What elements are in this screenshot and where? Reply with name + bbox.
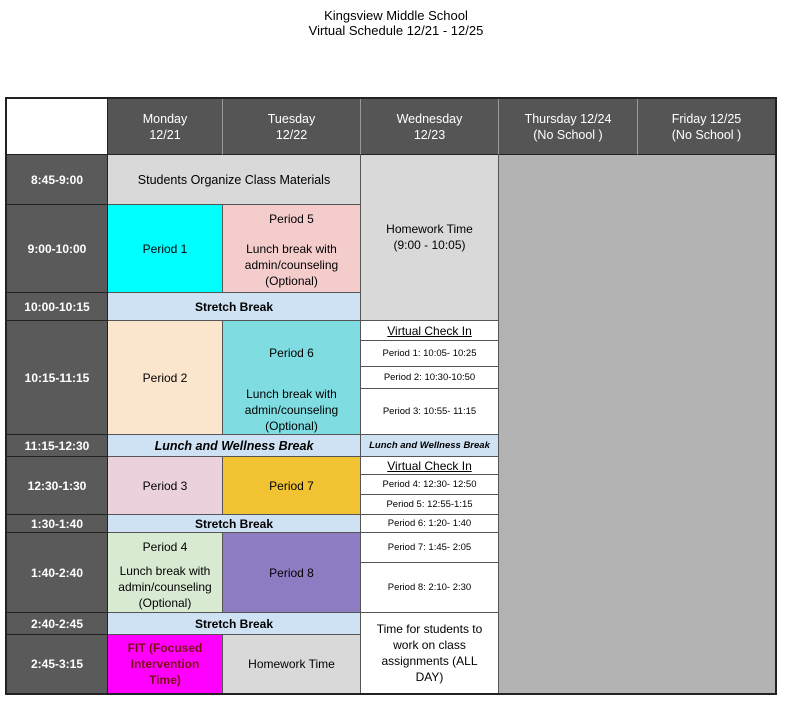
day-name: Tuesday — [267, 111, 316, 126]
day-date: (No School ) — [533, 127, 603, 142]
monday-period-4 — [108, 533, 223, 613]
monday-period-2: Period 2 — [108, 321, 223, 435]
period-label: Period 5 — [269, 212, 314, 226]
day-name: Monday — [142, 111, 188, 126]
corner-cell — [7, 99, 108, 155]
day-date: 12/23 — [413, 127, 446, 142]
day-date: (No School ) — [671, 127, 742, 142]
wednesday-period-slot: Period 3: 10:55- 11:15 — [361, 389, 499, 435]
day-date: 12/22 — [275, 127, 308, 142]
stretch-break: Stretch Break — [108, 293, 361, 321]
period-label: Period 4 — [142, 540, 188, 554]
tuesday-period-8: Period 8 — [223, 533, 361, 613]
tuesday-homework-time: Homework Time — [223, 635, 361, 693]
homework-hours: (9:00 - 10:05) — [393, 238, 466, 252]
time-slot: 12:30-1:30 — [7, 457, 108, 515]
time-slot: 9:00-10:00 — [7, 205, 108, 293]
fit-block: FIT (Focused Intervention Time) — [108, 635, 223, 693]
lunch-break-note: Lunch break with admin/counseling (Optional) — [118, 564, 212, 610]
day-date: 12/21 — [149, 127, 181, 142]
no-school-block — [499, 155, 775, 693]
school-title: Kingsview Middle School — [324, 8, 468, 23]
wednesday-homework-block — [361, 155, 499, 321]
wednesday-period-slot: Period 6: 1:20- 1:40 — [361, 515, 499, 533]
lunch-wellness-break: Lunch and Wellness Break — [108, 435, 361, 457]
time-slot: 8:45-9:00 — [7, 155, 108, 205]
lunch-break-note: Lunch break with admin/counseling (Optional) — [244, 387, 339, 433]
day-name: Friday 12/25 — [671, 111, 742, 126]
time-slot: 2:45-3:15 — [7, 635, 108, 693]
period-label: Period 6 — [269, 346, 314, 360]
homework-label: Homework Time — [386, 222, 473, 236]
virtual-check-in-heading: Virtual Check In — [361, 457, 499, 475]
virtual-check-in-heading: Virtual Check In — [361, 321, 499, 341]
day-name: Thursday 12/24 — [524, 111, 612, 126]
wednesday-lunch-wellness: Lunch and Wellness Break — [361, 435, 499, 457]
time-slot: 1:40-2:40 — [7, 533, 108, 613]
time-slot: 11:15-12:30 — [7, 435, 108, 457]
wednesday-period-slot: Period 2: 10:30-10:50 — [361, 367, 499, 389]
header-tuesday — [223, 99, 361, 155]
day-name: Wednesday — [396, 111, 463, 126]
wednesday-period-slot: Period 1: 10:05- 10:25 — [361, 341, 499, 367]
tuesday-period-7: Period 7 — [223, 457, 361, 515]
time-slot: 10:00-10:15 — [7, 293, 108, 321]
tuesday-period-5 — [223, 205, 361, 293]
stretch-break: Stretch Break — [108, 515, 361, 533]
time-slot: 10:15-11:15 — [7, 321, 108, 435]
header-friday — [638, 99, 775, 155]
wednesday-period-slot: Period 7: 1:45- 2:05 — [361, 533, 499, 563]
time-slot: 1:30-1:40 — [7, 515, 108, 533]
header-monday — [108, 99, 223, 155]
wednesday-all-day-work: Time for students to work on class assignments (ALL DAY) — [361, 613, 499, 693]
wednesday-period-slot: Period 4: 12:30- 12:50 — [361, 475, 499, 495]
wednesday-period-slot: Period 8: 2:10- 2:30 — [361, 563, 499, 613]
schedule-subtitle: Virtual Schedule 12/21 - 12/25 — [308, 23, 484, 38]
header-thursday — [499, 99, 638, 155]
monday-period-3: Period 3 — [108, 457, 223, 515]
schedule-table — [5, 97, 777, 695]
organize-materials-block: Students Organize Class Materials — [108, 155, 361, 205]
stretch-break: Stretch Break — [108, 613, 361, 635]
wednesday-period-slot: Period 5: 12:55-1:15 — [361, 495, 499, 515]
lunch-break-note: Lunch break with admin/counseling (Optional) — [244, 242, 339, 288]
monday-period-1: Period 1 — [108, 205, 223, 293]
tuesday-period-6 — [223, 321, 361, 435]
header-wednesday — [361, 99, 499, 155]
time-slot: 2:40-2:45 — [7, 613, 108, 635]
